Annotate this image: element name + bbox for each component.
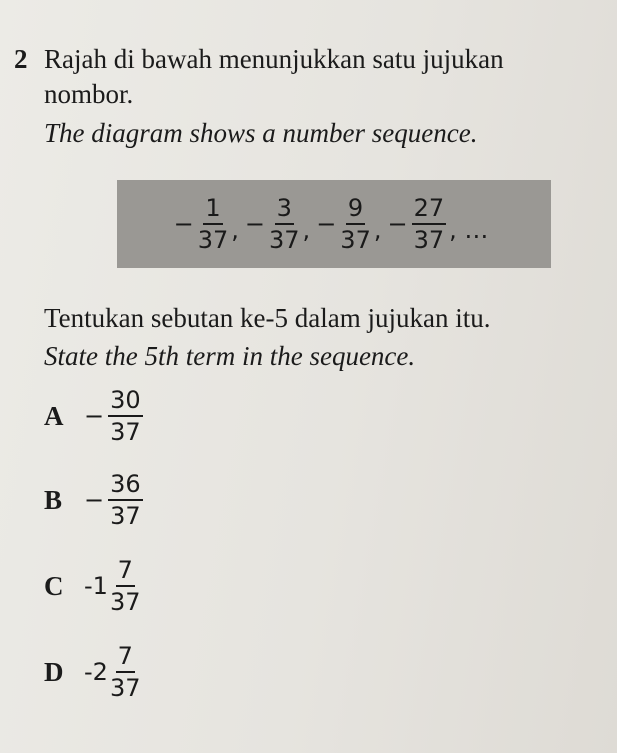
option-d-sign: - xyxy=(84,658,93,686)
term-2-sign: − xyxy=(244,210,265,238)
term-3-separator: , xyxy=(373,216,382,244)
sequence-box xyxy=(117,180,551,268)
option-d-letter: D xyxy=(44,656,64,687)
term-1-numerator: 1 xyxy=(203,196,222,225)
option-d-numerator: 7 xyxy=(116,644,135,673)
term-3-fraction xyxy=(340,196,371,252)
term-2-fraction xyxy=(269,196,300,252)
option-a-sign: − xyxy=(84,402,105,430)
term-4-numerator: 27 xyxy=(412,196,447,225)
option-a-numerator: 30 xyxy=(108,388,143,417)
option-a[interactable] xyxy=(44,388,143,444)
term-3-sign: − xyxy=(316,210,337,238)
term-4-separator: , … xyxy=(449,216,489,244)
term-2-separator: , xyxy=(302,216,311,244)
option-b[interactable] xyxy=(44,472,143,528)
option-b-sign: − xyxy=(84,486,105,514)
option-a-fraction xyxy=(108,388,143,444)
question-text-ms-line2: nombor. xyxy=(44,79,134,109)
term-4-denominator: 37 xyxy=(413,226,445,254)
term-1-denominator: 37 xyxy=(197,226,229,254)
term-1-separator: , xyxy=(231,216,239,244)
option-d-fraction xyxy=(110,644,141,700)
option-c-fraction xyxy=(110,558,141,614)
term-4-sign: − xyxy=(387,210,408,238)
option-d-whole: 2 xyxy=(92,658,108,686)
term-3-numerator: 9 xyxy=(346,196,365,225)
question-number: 2 xyxy=(14,44,28,74)
term-2-denominator: 37 xyxy=(269,226,300,254)
term-3-denominator: 37 xyxy=(340,226,371,254)
term-1-sign: − xyxy=(173,210,194,238)
option-a-letter: A xyxy=(44,400,64,431)
option-b-value xyxy=(84,472,143,528)
option-d-value xyxy=(84,644,141,700)
option-c-letter: C xyxy=(44,570,64,601)
option-b-numerator: 36 xyxy=(108,472,143,501)
option-a-value xyxy=(84,388,143,444)
option-c-sign: - xyxy=(84,572,93,600)
option-c-numerator: 7 xyxy=(116,558,135,587)
prompt-text-en: State the 5th term in the sequence. xyxy=(44,341,416,371)
question-text-ms-line1: Rajah di bawah menunjukkan satu jujukan xyxy=(44,44,504,74)
option-d[interactable] xyxy=(44,644,141,700)
option-b-denominator: 37 xyxy=(110,502,141,530)
number-sequence xyxy=(174,196,495,252)
option-b-fraction xyxy=(108,472,143,528)
option-c-value xyxy=(84,558,141,614)
question-text-en: The diagram shows a number sequence. xyxy=(44,118,478,148)
term-1-fraction xyxy=(198,196,229,252)
option-c-whole: 1 xyxy=(92,572,108,600)
option-d-denominator: 37 xyxy=(109,674,141,702)
term-2-numerator: 3 xyxy=(275,196,294,225)
option-c-denominator: 37 xyxy=(109,588,141,616)
option-c[interactable] xyxy=(44,558,141,614)
option-b-letter: B xyxy=(44,484,63,515)
option-a-denominator: 37 xyxy=(110,418,141,446)
prompt-text-ms: Tentukan sebutan ke-5 dalam jujukan itu. xyxy=(44,303,491,333)
term-4-fraction xyxy=(412,196,447,252)
